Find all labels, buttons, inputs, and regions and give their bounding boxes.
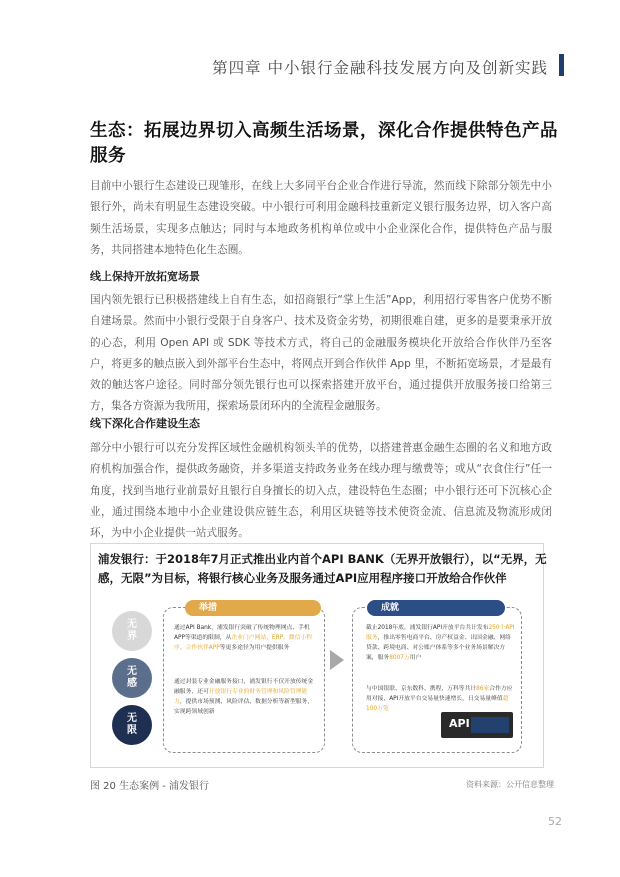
measures-tag: 举措 [185,600,321,616]
offline-heading: 线下深化合作建设生态 [90,417,200,430]
measures-text-2: 通过封装专业金融服务接口，浦发银行不仅开放传统金融服务，还可开放银行专业的财务管理和风险管理能力，提供市场预测、风险评估、数据分析等新型服务，实现跨领域创新 [174,679,314,715]
circle-label: 无感 [127,666,137,689]
chapter-title: 第四章 中小银行金融科技发展方向及创新实践 [212,59,548,77]
results-tag: 成就 [367,600,505,616]
figure-caption: 图 20 生态案例 - 浦发银行 [90,781,210,792]
api-sign-text: API [449,717,470,730]
bank-building-image [441,712,513,738]
case-study-title: 浦发银行：于2018年7月正式推出业内首个API BANK（无界开放银行），以“无界，无感，无限”为目标，将银行核心业务及服务通过API应用程序接口开放给合作伙伴 [98,552,547,585]
intro-paragraph: 目前中小银行生态建设已现雏形，在线上大多同平台企业合作进行导流，然而线下除部分领先中小银行外，尚未有明显生态建设突破。中小银行可利用金融科技重新定义银行服务边界，切入客户高频生活场景，实现多点触达；同时与本地政务机构单位或中小企业深化合作，提供特色产品与服务，共同搭建本地特色化生态圈。 [90,180,552,256]
results-text-1: 截止2018年底，浦发银行API开放平台共计发布250个API服务，推出零售电商平台、房产权益金、出国金融、网络贷款、跨境电商、对公账户体系等多个业务场景解决方案，服务8007万用户 [366,625,515,661]
measures-text-1: 通过API Bank，浦发银行突破了传统物理网点、手机APP等渠道的限制，从企业门户网站、ERP、微信小程序、合作伙伴APP等更多途径为用户提供服务 [174,625,313,651]
circle-wuxian [112,705,152,745]
online-heading: 线上保持开放拓宽场景 [90,270,200,283]
source-note: 资料来源：公开信息整理 [466,780,554,789]
right-arrow-icon [330,650,344,670]
circle-wugan [112,658,152,698]
results-text-2: 与中国银联、京东数科、携程、万科等共计86家合作方应用对接，API开放平台交易量快速增长，日交易量峰值超100万笔 [366,686,513,712]
offline-paragraph: 部分中小银行可以充分发挥区域性金融机构领头羊的优势，以搭建普惠金融生态圈的名义和地方政府机构加强合作，提供政务融资，并多渠道支持政务业务在线办理与缴费等；或从“衣食住行”任一角度，找到当地行业前景好且银行自身擅长的切入点，建设特色生态圈；中小银行还可下沉核心企业，通过围绕本地中小企业建设供应链生态，利用区块链等技术使资金流、信息流及物流形成闭环，为中小企业提供一站式服务。 [90,442,552,540]
circle-wujie [112,611,152,651]
circle-label: 无限 [127,713,137,736]
section-title: 生态：拓展边界切入高频生活场景，深化合作提供特色产品服务 [90,121,558,166]
header-accent-bar [559,54,564,76]
bank-sign [471,717,509,733]
page-number: 52 [548,815,562,828]
online-paragraph: 国内领先银行已积极搭建线上自有生态，如招商银行“掌上生活”App，利用招行零售客户优势不断自建场景。然而中小银行受限于自身客户、技术及资金劣势，初期很难自建，更多的是要秉承开放的心态，利用 Open API 或 SDK 等技术方式，将自己的金融服务模块化开放给合作伙伴乃至客户，将更多的触点嵌入到外部平台生态中，将网点开到合作伙伴 App 里，不断拓宽场景，才是最有效的触达客户途径。同时部分领先银行也可以探索搭建开放平台，通过提供开放服务接口给第三方，集各方资源为我所用，探索场景闭环内的全流程金融服务。 [90,294,552,413]
circle-label: 无界 [127,619,137,642]
